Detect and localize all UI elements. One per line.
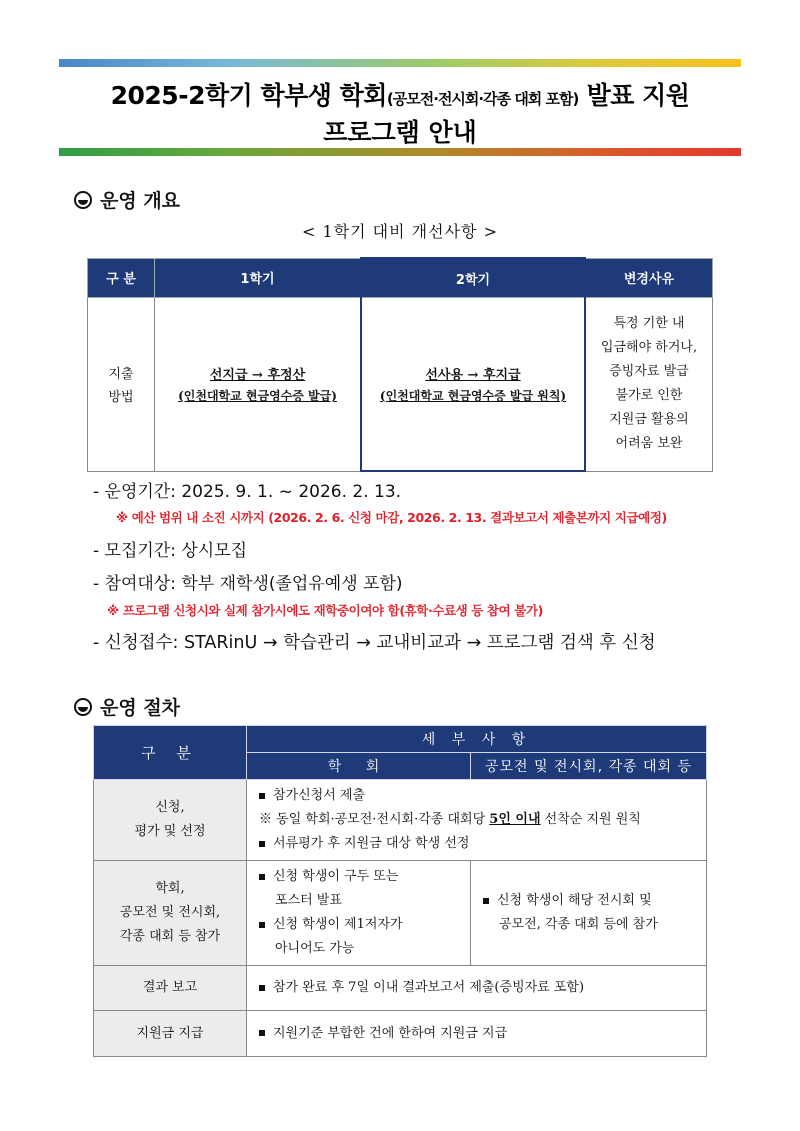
section-heading-text: 운영 개요: [100, 190, 181, 212]
reason-cell: [585, 298, 713, 472]
row-content: [247, 780, 707, 861]
recruit-period: - 모집기간: 상시모집: [93, 541, 248, 561]
list-item-text: 참가신청서 제출: [273, 788, 366, 803]
table-header-row: [88, 258, 713, 298]
row-content: [247, 1011, 707, 1057]
table-header-row: [94, 726, 707, 753]
list-item-text: 신청 학생이 해당 전시회 및: [497, 893, 652, 908]
list-item: [259, 784, 694, 808]
period-note: ※ 예산 범위 내 소진 시까지 (2026. 2. 6. 신청 마감, 2026. 2. 13. 결과보고서 제출본까지 지급예정): [116, 510, 667, 525]
row-label: [94, 780, 247, 861]
row-label: [94, 861, 247, 966]
reason-line: 특정 기한 내: [613, 316, 685, 332]
row-label-line: 학회,: [155, 881, 185, 896]
table-row: [94, 861, 707, 966]
list-item-continued: 공모전, 각종 대회 등에 참가: [499, 917, 658, 932]
bullet-circle-icon: [74, 698, 92, 716]
improvements-subtitle: < 1학기 대비 개선사항 >: [302, 222, 498, 241]
list-item-text: 신청 학생이 구두 또는: [273, 869, 399, 884]
section-heading-text: 운영 절차: [100, 697, 181, 719]
row-label: 지원금 지급: [94, 1011, 247, 1057]
page-title-line2: 프로그램 안내: [323, 118, 477, 147]
list-item-text: 서류평가 후 지원금 대상 학생 선정: [273, 836, 470, 851]
reason-line: 불가로 인한: [615, 388, 683, 404]
list-item: [259, 865, 458, 889]
title-paren: (공모전·전시회·각종 대회 포함): [386, 90, 579, 108]
bottom-color-bar: [59, 148, 741, 156]
square-bullet-icon: [259, 1030, 265, 1036]
conference-content: [247, 861, 471, 966]
row-label-line: 공모전 및 전시회,: [119, 905, 221, 920]
section-heading-procedure: [74, 693, 180, 720]
row-label-line: 신청,: [155, 800, 185, 815]
reason-line: 어려움 보완: [615, 436, 683, 452]
note-post: 선착순 지원 원칙: [540, 812, 641, 827]
header-contest: 공모전 및 전시회, 각종 대회 등: [471, 753, 707, 780]
bullet-circle-icon: [74, 191, 92, 209]
table-row: [94, 1011, 707, 1057]
square-bullet-icon: [483, 898, 489, 904]
list-item: [483, 889, 694, 913]
target-note: ※ 프로그램 신청시와 실제 참가시에도 재학중이여야 함(휴학·수료생 등 참여 불가): [107, 603, 543, 618]
header-detail: 세 부 사 항: [247, 726, 707, 753]
sem1-cell: [155, 298, 362, 472]
square-bullet-icon: [259, 985, 265, 991]
list-item: [259, 832, 694, 856]
square-bullet-icon: [259, 874, 265, 880]
title-tail: 발표 지원: [578, 81, 690, 110]
sem1-method: 선지급 → 후정산: [209, 368, 306, 384]
reason-line: 지원금 활용의: [609, 412, 689, 428]
table-row: [88, 298, 713, 472]
list-item-text: 지원기준 부합한 건에 한하여 지원금 지급: [273, 1025, 508, 1041]
sem2-cell: [361, 298, 585, 472]
list-item-text: 참가 완료 후 7일 이내 결과보고서 제출(증빙자료 포함): [273, 980, 585, 995]
header-gubun: 구 분: [88, 258, 155, 298]
header-sem2: 2학기: [361, 258, 585, 298]
target-participants: - 참여대상: 학부 재학생(졸업유예생 포함): [93, 574, 403, 594]
row-label-line: 방법: [108, 390, 134, 406]
reason-line: 입금해야 하거나,: [600, 340, 698, 356]
header-conference: 학 회: [247, 753, 471, 780]
sem2-method: 선사용 → 후지급: [425, 368, 521, 383]
list-item-continued: 포스터 발표: [275, 893, 342, 908]
reason-line: 증빙자료 발급: [609, 364, 689, 380]
row-label: 결과 보고: [94, 966, 247, 1011]
section-heading-overview: [74, 186, 180, 213]
table-row: [94, 780, 707, 861]
header-gubun: 구 분: [94, 726, 247, 780]
row-label-line: 평가 및 선정: [134, 824, 206, 839]
list-item-text: 신청 학생이 제1저자가: [273, 917, 403, 932]
square-bullet-icon: [259, 793, 265, 799]
square-bullet-icon: [259, 922, 265, 928]
header-reason: 변경사유: [585, 258, 713, 298]
note-emphasis: 5인 이내: [489, 812, 541, 827]
application-path: - 신청접수: STARinU → 학습관리 → 교내비교과 → 프로그램 검색 후 신청: [93, 633, 656, 653]
comparison-table: [87, 257, 713, 472]
row-label-line: 지출: [108, 367, 134, 383]
table-row: [94, 966, 707, 1011]
list-item: [259, 913, 458, 937]
list-item: [259, 808, 694, 832]
sem2-receipt: (인천대학교 현금영수증 발급 원칙): [379, 389, 567, 403]
row-label-line: 각종 대회 등 참가: [119, 929, 221, 944]
title-main: 2025-2학기 학부생 학회: [110, 81, 387, 110]
row-label: [88, 298, 155, 472]
sem1-receipt: (인천대학교 현금영수증 발급): [178, 389, 337, 404]
page-title-line1: [59, 76, 741, 112]
row-content: [247, 966, 707, 1011]
square-bullet-icon: [259, 841, 265, 847]
list-item-continued: 아니어도 가능: [275, 941, 355, 956]
header-sem1: 1학기: [155, 258, 362, 298]
top-color-bar: [59, 59, 741, 67]
contest-content: [471, 861, 707, 966]
note-pre: ※ 동일 학회·공모전·전시회·각종 대회당: [259, 812, 490, 827]
operation-period: - 운영기간: 2025. 9. 1. ~ 2026. 2. 13.: [93, 482, 402, 502]
procedure-table: [93, 725, 707, 1057]
